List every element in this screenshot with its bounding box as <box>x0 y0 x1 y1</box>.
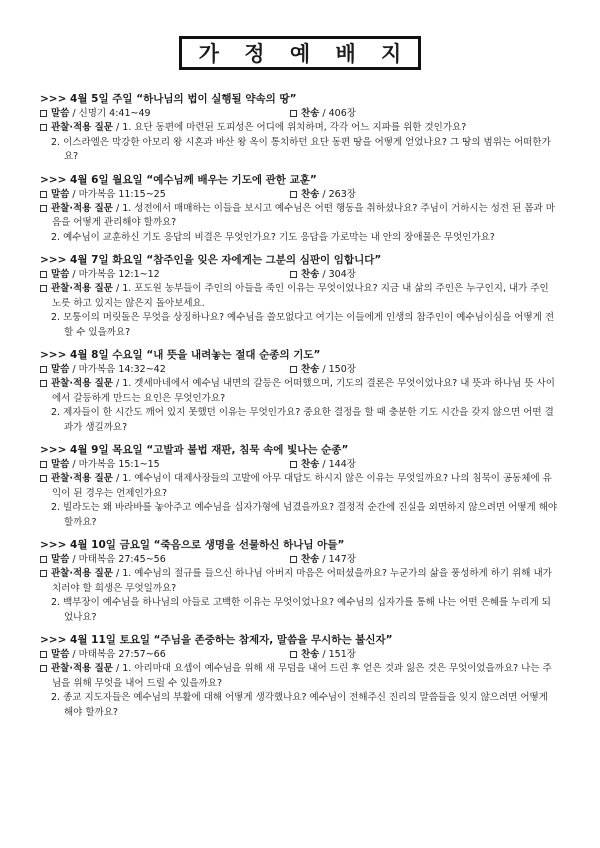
question-label: 관찰·적용 질문 <box>51 473 113 484</box>
checkbox-icon[interactable] <box>40 461 47 468</box>
scripture-hymn-row <box>40 458 560 472</box>
scripture-hymn-row <box>40 188 560 202</box>
scripture-hymn-row <box>40 648 560 662</box>
checkbox-icon[interactable] <box>290 461 297 468</box>
question-2 <box>40 501 560 530</box>
checkbox-icon[interactable] <box>40 285 47 292</box>
question-1 <box>40 202 560 231</box>
hymn-entry <box>290 458 356 472</box>
day-list <box>40 92 560 720</box>
scripture-entry <box>40 188 290 202</box>
day-header: >>> 4월 7일 화요일 “참주인을 잊은 자에게는 그분의 심판이 임합니다” <box>40 254 382 266</box>
checkbox-icon[interactable] <box>40 475 47 482</box>
hymn-label: 찬송 <box>301 188 320 200</box>
day-header: >>> 4월 6일 월요일 “예수님께 배우는 기도에 관한 교훈” <box>40 173 317 186</box>
scripture-ref: / 마가복음 11:15~25 <box>69 188 166 200</box>
question-1-text: / 1. 겟세마네에서 예수님 내면의 갈등은 어떠했으며, 기도의 결론은 무엇이었나요? 내 뜻과 하나님 뜻 사이에서 갈등하게 만드는 요인은 무엇인가요? <box>52 378 555 404</box>
question-1-text: / 1. 성전에서 매매하는 이들을 보시고 예수님은 어떤 행동을 취하셨나요? 주님이 거하시는 성전 된 몸과 마음을 어떻게 관리해야 할까요? <box>52 202 555 228</box>
day-section <box>40 633 560 720</box>
scripture-hymn-row <box>40 107 560 121</box>
question-1 <box>40 377 560 406</box>
hymn-label: 찬송 <box>301 649 320 660</box>
checkbox-icon[interactable] <box>40 665 47 672</box>
checkbox-icon[interactable] <box>40 570 47 577</box>
question-label: 관찰·적용 질문 <box>51 663 113 674</box>
day-section <box>40 92 560 165</box>
scripture-ref: / 마가복음 12:1~12 <box>69 269 160 280</box>
scripture-entry <box>40 648 290 662</box>
scripture-label: 말씀 <box>51 108 70 119</box>
hymn-number: / 150장 <box>319 364 356 375</box>
question-1 <box>40 662 560 691</box>
hymn-label: 찬송 <box>301 364 320 375</box>
hymn-entry <box>290 553 356 567</box>
day-section <box>40 253 560 340</box>
hymn-label: 찬송 <box>301 459 320 470</box>
checkbox-icon[interactable] <box>290 651 297 658</box>
question-2 <box>40 406 560 435</box>
hymn-entry <box>290 188 356 202</box>
question-2-text: 2. 백부장이 예수님을 하나님의 아들로 고백한 이유는 무엇이었나요? 예수님의 십자가를 통해 나는 어떤 은혜를 누리게 되었나요? <box>51 597 551 623</box>
day-header: >>> 4월 11일 토요일 “주님을 존중하는 참제자, 말씀을 무시하는 불신자” <box>40 634 393 646</box>
checkbox-icon[interactable] <box>40 556 47 563</box>
checkbox-icon[interactable] <box>40 380 47 387</box>
day-section <box>40 538 560 625</box>
hymn-entry <box>290 363 356 377</box>
hymn-label: 찬송 <box>301 269 320 280</box>
title-box <box>179 36 421 70</box>
scripture-label: 말씀 <box>51 459 70 470</box>
scripture-label: 말씀 <box>51 188 70 200</box>
checkbox-icon[interactable] <box>40 124 47 131</box>
scripture-hymn-row <box>40 553 560 567</box>
day-header: >>> 4월 10일 금요일 “죽음으로 생명을 선물하신 하나님 아들” <box>40 539 345 551</box>
hymn-number: / 304장 <box>319 269 356 280</box>
question-2-text: 2. 이스라엘은 막강한 아모리 왕 시혼과 바산 왕 옥이 통치하던 요단 동편 땅을 어떻게 얻었나요? 그 땅의 범위는 어떠한가요? <box>51 136 551 162</box>
hymn-number: / 144장 <box>319 459 356 470</box>
hymn-entry <box>290 107 356 121</box>
question-1-text: / 1. 아리마대 요셉이 예수님을 위해 새 무덤을 내어 드린 후 얻은 것과 잃은 것은 무엇이었을까요? 나는 주님을 위해 무엇을 내어 드릴 수 있을까요? <box>52 663 552 689</box>
question-2 <box>40 231 560 246</box>
question-2-text: 2. 종교 지도자들은 예수님의 부활에 대해 어떻게 생각했나요? 예수님이 전해주신 진리의 말씀들을 잊지 않으려면 어떻게 해야 할까요? <box>51 692 548 718</box>
checkbox-icon[interactable] <box>290 271 297 278</box>
day-section <box>40 348 560 435</box>
question-2-text: 2. 모퉁이의 머릿돌은 무엇을 상징하나요? 예수님을 쓸모없다고 여기는 이들에게 인생의 참주인이 예수님이심을 어떻게 전할 수 있을까요? <box>51 312 555 338</box>
hymn-number: / 406장 <box>319 108 356 119</box>
hymn-number: / 263장 <box>319 188 356 200</box>
question-2 <box>40 311 560 340</box>
scripture-ref: / 마태복음 27:57~66 <box>69 649 166 660</box>
question-1 <box>40 282 560 311</box>
scripture-label: 말씀 <box>51 554 70 565</box>
scripture-entry <box>40 107 290 121</box>
question-label: 관찰·적용 질문 <box>51 283 113 294</box>
question-1-text: / 1. 예수님이 대제사장들의 고발에 아무 대답도 하시지 않은 이유는 무엇일까요? 나의 침묵이 공동체에 유익이 된 경우는 언제인가요? <box>52 473 552 499</box>
scripture-ref: / 마가복음 15:1~15 <box>69 459 160 470</box>
scripture-label: 말씀 <box>51 269 70 280</box>
day-section <box>40 443 560 530</box>
hymn-entry <box>290 648 356 662</box>
checkbox-icon[interactable] <box>40 366 47 373</box>
question-2-text: 2. 예수님이 교훈하신 기도 응답의 비결은 무엇인가요? 기도 응답을 가로막는 내 안의 장애물은 무엇인가요? <box>51 231 495 243</box>
checkbox-icon[interactable] <box>40 205 47 212</box>
question-2 <box>40 136 560 165</box>
question-label: 관찰·적용 질문 <box>51 202 113 214</box>
scripture-entry <box>40 458 290 472</box>
question-label: 관찰·적용 질문 <box>51 378 113 389</box>
checkbox-icon[interactable] <box>290 191 297 198</box>
scripture-hymn-row <box>40 363 560 377</box>
day-section <box>40 173 560 246</box>
day-header: >>> 4월 8일 수요일 “내 뜻을 내려놓는 절대 순종의 기도” <box>40 349 321 361</box>
question-label: 관찰·적용 질문 <box>51 122 113 133</box>
checkbox-icon[interactable] <box>290 556 297 563</box>
checkbox-icon[interactable] <box>290 110 297 117</box>
question-2-text: 2. 제자들이 한 시간도 깨어 있지 못했던 이유는 무엇인가요? 중요한 결정을 할 때 충분한 기도 시간을 갖지 않으면 어떤 결과가 생길까요? <box>51 407 554 433</box>
scripture-entry <box>40 553 290 567</box>
question-label: 관찰·적용 질문 <box>51 568 113 579</box>
hymn-entry <box>290 268 356 282</box>
question-1 <box>40 121 560 136</box>
hymn-label: 찬송 <box>301 108 320 119</box>
scripture-hymn-row <box>40 268 560 282</box>
hymn-number: / 151장 <box>319 649 356 660</box>
question-2 <box>40 691 560 720</box>
page-title: 가 정 예 배 지 <box>198 41 411 66</box>
scripture-ref: / 신명기 4:41~49 <box>69 108 151 119</box>
question-1-text: / 1. 요단 동편에 마련된 도피성은 어디에 위치하며, 각각 어느 지파를 위한 것인가요? <box>112 122 467 133</box>
checkbox-icon[interactable] <box>40 271 47 278</box>
scripture-entry <box>40 363 290 377</box>
scripture-entry <box>40 268 290 282</box>
scripture-ref: / 마가복음 14:32~42 <box>69 364 166 375</box>
question-1 <box>40 472 560 501</box>
checkbox-icon[interactable] <box>40 651 47 658</box>
question-1 <box>40 567 560 596</box>
checkbox-icon[interactable] <box>40 191 47 198</box>
checkbox-icon[interactable] <box>40 110 47 117</box>
scripture-ref: / 마태복음 27:45~56 <box>69 554 166 565</box>
scripture-label: 말씀 <box>51 649 70 660</box>
question-1-text: / 1. 포도원 농부들이 주인의 아들을 죽인 이유는 무엇이었나요? 지금 내 삶의 주인은 누구인지, 내가 주인 노릇 하고 있지는 않은지 돌아보세요. <box>52 283 549 309</box>
checkbox-icon[interactable] <box>290 366 297 373</box>
question-1-text: / 1. 예수님의 절규를 들으신 하나님 아버지 마음은 어떠셨을까요? 누군가의 삶을 풍성하게 하기 위해 내가 치러야 할 희생은 무엇일까요? <box>52 568 552 594</box>
day-header: >>> 4월 5일 주일 “하나님의 법이 실행될 약속의 땅” <box>40 93 297 105</box>
hymn-number: / 147장 <box>319 554 356 565</box>
hymn-label: 찬송 <box>301 554 320 565</box>
scripture-label: 말씀 <box>51 364 70 375</box>
day-header: >>> 4월 9일 목요일 “고발과 불법 재판, 침묵 속에 빛나는 순종” <box>40 444 349 456</box>
question-2-text: 2. 빌라도는 왜 바라바를 놓아주고 예수님을 십자가형에 넘겼을까요? 결정적 순간에 진실을 외면하지 않으려면 어떻게 해야 할까요? <box>51 502 558 528</box>
question-2 <box>40 596 560 625</box>
